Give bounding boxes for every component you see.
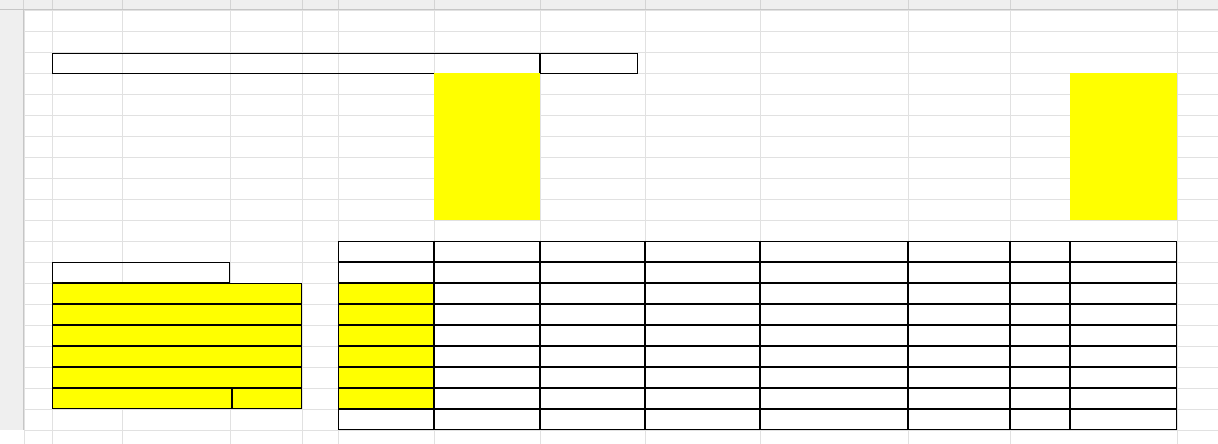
outlay-value-t0[interactable] bbox=[338, 325, 434, 346]
data-cell[interactable] bbox=[645, 304, 760, 325]
outlay-item-number[interactable] bbox=[24, 346, 52, 367]
data-cell[interactable] bbox=[1070, 346, 1177, 367]
input-value-cell[interactable] bbox=[1070, 199, 1177, 220]
outlay-value-t0[interactable] bbox=[338, 304, 434, 325]
column-header-j[interactable] bbox=[760, 0, 909, 9]
data-cell[interactable] bbox=[434, 388, 540, 409]
data-cell[interactable] bbox=[1070, 304, 1177, 325]
data-cell[interactable] bbox=[1070, 409, 1177, 430]
gridline-row bbox=[24, 220, 1218, 221]
data-cell[interactable] bbox=[540, 262, 645, 283]
input-value-cell[interactable] bbox=[1070, 94, 1177, 115]
data-cell[interactable] bbox=[908, 388, 1010, 409]
row-header-8[interactable] bbox=[0, 157, 24, 178]
row-header-20[interactable] bbox=[0, 409, 24, 430]
data-cell[interactable] bbox=[645, 262, 760, 283]
data-cell[interactable] bbox=[908, 409, 1010, 430]
row-header-11[interactable] bbox=[0, 220, 24, 241]
input-value-cell[interactable] bbox=[434, 73, 540, 94]
column-header-d[interactable] bbox=[230, 0, 303, 9]
data-cell[interactable] bbox=[908, 304, 1010, 325]
outlay-item-label[interactable] bbox=[52, 325, 302, 346]
data-cell[interactable] bbox=[1010, 367, 1070, 388]
gridline-row bbox=[24, 31, 1218, 32]
data-cell[interactable] bbox=[1010, 262, 1070, 283]
data-cell[interactable] bbox=[540, 367, 645, 388]
outlay-value-t0[interactable] bbox=[338, 388, 434, 409]
outlay-value-t0[interactable] bbox=[338, 283, 434, 304]
data-cell[interactable] bbox=[1070, 283, 1177, 304]
data-cell[interactable] bbox=[1010, 346, 1070, 367]
column-header-h[interactable] bbox=[540, 0, 646, 9]
data-cell[interactable] bbox=[760, 304, 908, 325]
input-value-cell[interactable] bbox=[434, 178, 540, 199]
column-header-l[interactable] bbox=[1010, 0, 1178, 9]
data-cell[interactable] bbox=[540, 346, 645, 367]
outlay-item-number[interactable] bbox=[24, 325, 52, 346]
input-value-cell[interactable] bbox=[1070, 73, 1177, 94]
data-cell[interactable] bbox=[434, 304, 540, 325]
row-header-7[interactable] bbox=[0, 136, 24, 157]
data-cell[interactable] bbox=[1010, 409, 1070, 430]
column-header-k[interactable] bbox=[908, 0, 1011, 9]
data-cell[interactable] bbox=[1010, 388, 1070, 409]
input-value-cell[interactable] bbox=[434, 136, 540, 157]
period-header[interactable] bbox=[760, 241, 908, 262]
gridline-row bbox=[24, 178, 1218, 179]
outlay-value-t0[interactable] bbox=[338, 346, 434, 367]
gridline-row bbox=[24, 94, 1218, 95]
input-value-cell[interactable] bbox=[1070, 178, 1177, 199]
data-cell[interactable] bbox=[1070, 388, 1177, 409]
data-cell[interactable] bbox=[434, 367, 540, 388]
row-header-16[interactable] bbox=[0, 325, 24, 346]
row-header-2[interactable] bbox=[0, 31, 24, 52]
data-cell[interactable] bbox=[540, 409, 645, 430]
input-value-cell[interactable] bbox=[434, 115, 540, 136]
data-cell[interactable] bbox=[1010, 283, 1070, 304]
row-header-4[interactable] bbox=[0, 73, 24, 94]
period-header[interactable] bbox=[645, 241, 760, 262]
column-header-f[interactable] bbox=[338, 0, 435, 9]
data-cell[interactable] bbox=[434, 262, 540, 283]
outlay-value-t0[interactable] bbox=[338, 367, 434, 388]
outlay-item-number[interactable] bbox=[24, 283, 52, 304]
input-value-cell[interactable] bbox=[434, 199, 540, 220]
column-header-bar bbox=[0, 0, 1218, 10]
data-cell[interactable] bbox=[434, 283, 540, 304]
outlay-item-label[interactable] bbox=[52, 388, 232, 409]
data-cell[interactable] bbox=[760, 367, 908, 388]
input-header-blank-cell[interactable] bbox=[540, 53, 638, 74]
data-cell[interactable] bbox=[645, 409, 760, 430]
gridline-row bbox=[24, 10, 1218, 11]
data-cell[interactable] bbox=[1010, 325, 1070, 346]
row-header-18[interactable] bbox=[0, 367, 24, 388]
row-header-9[interactable] bbox=[0, 178, 24, 199]
data-cell[interactable] bbox=[540, 388, 645, 409]
row-header-17[interactable] bbox=[0, 346, 24, 367]
data-cell[interactable] bbox=[338, 262, 434, 283]
data-cell[interactable] bbox=[760, 409, 908, 430]
outlay-item-number[interactable] bbox=[24, 304, 52, 325]
row-header-12[interactable] bbox=[0, 241, 24, 262]
gridline-col bbox=[1177, 10, 1178, 444]
data-cell[interactable] bbox=[338, 409, 434, 430]
gridline-row bbox=[24, 430, 1218, 431]
row-header-15[interactable] bbox=[0, 304, 24, 325]
outlay-item-number[interactable] bbox=[24, 388, 52, 409]
period-header[interactable] bbox=[1070, 241, 1177, 262]
outlay-item-label[interactable] bbox=[52, 283, 302, 304]
data-cell[interactable] bbox=[540, 325, 645, 346]
outlay-item-label[interactable] bbox=[52, 367, 302, 388]
input-data-header[interactable] bbox=[52, 53, 540, 74]
data-cell[interactable] bbox=[1070, 325, 1177, 346]
row-header-1[interactable] bbox=[0, 10, 24, 31]
data-cell[interactable] bbox=[760, 325, 908, 346]
data-cell[interactable] bbox=[760, 388, 908, 409]
column-header-g[interactable] bbox=[434, 0, 541, 9]
row-header-3[interactable] bbox=[0, 52, 24, 73]
data-cell[interactable] bbox=[1070, 262, 1177, 283]
outlay-item-label[interactable] bbox=[52, 346, 302, 367]
data-cell[interactable] bbox=[645, 283, 760, 304]
gridline-row bbox=[24, 199, 1218, 200]
section-title[interactable] bbox=[52, 262, 230, 283]
gridline-col bbox=[302, 10, 303, 444]
data-cell[interactable] bbox=[434, 346, 540, 367]
input-value-cell[interactable] bbox=[1070, 136, 1177, 157]
row-header-13[interactable] bbox=[0, 262, 24, 283]
data-cell[interactable] bbox=[540, 304, 645, 325]
data-cell[interactable] bbox=[908, 346, 1010, 367]
gridline-row bbox=[24, 157, 1218, 158]
data-cell[interactable] bbox=[908, 325, 1010, 346]
data-cell[interactable] bbox=[908, 283, 1010, 304]
data-cell[interactable] bbox=[540, 283, 645, 304]
row-header-14[interactable] bbox=[0, 283, 24, 304]
row-header-6[interactable] bbox=[0, 115, 24, 136]
period-header[interactable] bbox=[908, 241, 1010, 262]
data-cell[interactable] bbox=[434, 409, 540, 430]
outlay-item-label[interactable] bbox=[52, 304, 302, 325]
input-value-cell[interactable] bbox=[1070, 115, 1177, 136]
data-cell[interactable] bbox=[645, 346, 760, 367]
input-value-cell[interactable] bbox=[434, 94, 540, 115]
data-cell[interactable] bbox=[908, 367, 1010, 388]
input-value-cell[interactable] bbox=[434, 157, 540, 178]
data-cell[interactable] bbox=[760, 283, 908, 304]
row-header-19[interactable] bbox=[0, 388, 24, 409]
period-header[interactable] bbox=[1010, 241, 1070, 262]
gridline-row bbox=[24, 115, 1218, 116]
data-cell[interactable] bbox=[1010, 304, 1070, 325]
outlay-item-number[interactable] bbox=[24, 367, 52, 388]
input-value-cell[interactable] bbox=[1070, 157, 1177, 178]
data-cell[interactable] bbox=[908, 262, 1010, 283]
column-header-i[interactable] bbox=[645, 0, 761, 9]
period-header[interactable] bbox=[338, 241, 434, 262]
data-cell[interactable] bbox=[645, 367, 760, 388]
data-cell[interactable] bbox=[645, 388, 760, 409]
gridline-row bbox=[24, 136, 1218, 137]
outlay-label-fill[interactable] bbox=[232, 388, 302, 409]
data-cell[interactable] bbox=[760, 262, 908, 283]
column-header-e[interactable] bbox=[302, 0, 339, 9]
row-header-5[interactable] bbox=[0, 94, 24, 115]
data-cell[interactable] bbox=[645, 325, 760, 346]
period-header[interactable] bbox=[540, 241, 645, 262]
data-cell[interactable] bbox=[1070, 367, 1177, 388]
select-all-corner[interactable] bbox=[0, 0, 24, 9]
row-header-10[interactable] bbox=[0, 199, 24, 220]
column-header-a[interactable] bbox=[24, 0, 53, 9]
data-cell[interactable] bbox=[760, 346, 908, 367]
column-header-m[interactable] bbox=[1177, 0, 1218, 9]
period-header[interactable] bbox=[434, 241, 540, 262]
column-header-b[interactable] bbox=[52, 0, 123, 9]
column-header-c[interactable] bbox=[122, 0, 231, 9]
data-cell[interactable] bbox=[434, 325, 540, 346]
